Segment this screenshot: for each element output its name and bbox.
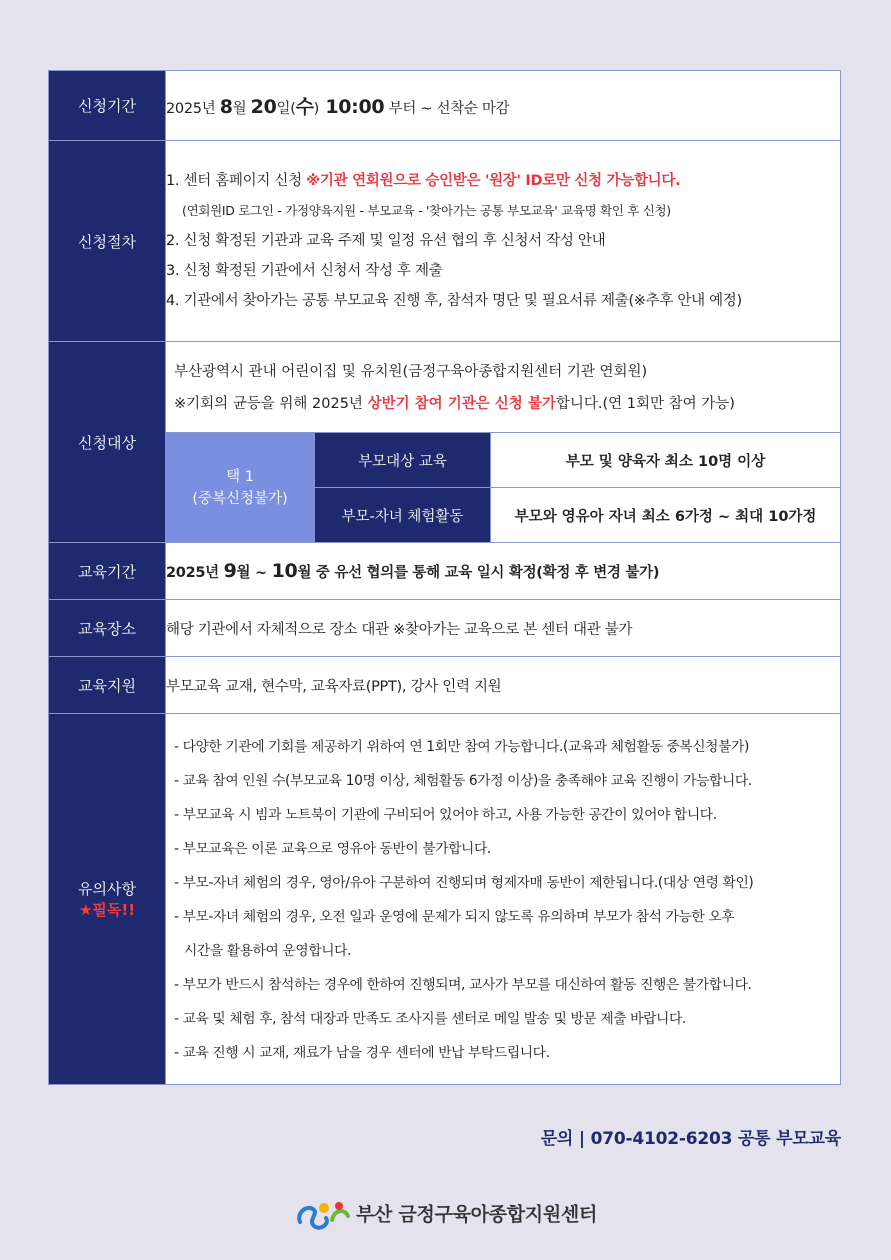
- note-item: - 교육 참여 인원 수(부모교육 10명 이상, 체험활동 6가정 이상)을 충족해야 교육 진행이 가능합니다.: [174, 773, 752, 789]
- target-restriction: 상반기 참여 기관은 신청 불가: [367, 396, 556, 412]
- header-education-support: 교육지원: [49, 657, 166, 714]
- must-read-badge: ★필독!!: [78, 901, 136, 919]
- note-item: - 교육 및 체험 후, 참석 대장과 만족도 조사지를 센터로 메일 발송 및 방문 제출 바랍니다.: [174, 1011, 686, 1027]
- info-table: [48, 70, 841, 1085]
- target-options-table: [166, 432, 840, 542]
- row-application-target: [49, 342, 841, 543]
- row-application-procedure: [49, 141, 841, 342]
- center-logo-icon: [294, 1198, 352, 1232]
- note-item: - 부모-자녀 체험의 경우, 오전 일과 운영에 문제가 되지 않도록 유의하며 부모가 참석 가능한 오후: [174, 909, 735, 925]
- note-item: - 교육 진행 시 교재, 재료가 남을 경우 센터에 반납 부탁드립니다.: [174, 1045, 550, 1061]
- option-desc-parent-child-activity: 부모와 영유아 자녀 최소 6가정 ~ 최대 10가정: [491, 488, 841, 543]
- header-education-place: 교육장소: [49, 600, 166, 657]
- note-item: - 부모교육은 이론 교육으로 영유아 동반이 불가합니다.: [174, 841, 491, 857]
- procedure-step-1: 1. 센터 홈페이지 신청 ※기관 연회원으로 승인받은 '원장' ID로만 신청 가능합니다.: [166, 173, 681, 189]
- header-application-period: 신청기간: [49, 71, 166, 141]
- target-line-2: ※기회의 균등을 위해 2025년 상반기 참여 기관은 신청 불가합니다.(연 1회만 참여 가능): [174, 396, 735, 412]
- note-item: - 다양한 기관에 기회를 제공하기 위하여 연 1회만 참여 가능합니다.(교육과 체험활동 중복신청불가): [174, 739, 749, 755]
- education-support-value: 부모교육 교재, 현수막, 교육자료(PPT), 강사 인력 지원: [166, 657, 841, 714]
- education-place-value: 해당 기관에서 자체적으로 장소 대관 ※찾아가는 교육으로 본 센터 대관 불가: [166, 600, 841, 657]
- procedure-step-1-path: (연회원ID 로그인 - 가정양육지원 - 부모교육 - '찾아가는 공통 부모교육' 교육명 확인 후 신청): [182, 203, 671, 218]
- note-item: - 부모가 반드시 참석하는 경우에 한하여 진행되며, 교사가 부모를 대신하여 활동 진행은 불가합니다.: [174, 977, 752, 993]
- row-application-period: [49, 71, 841, 141]
- inquiry-contact: 문의 | 070-4102-6203 공통 부모교육: [540, 1129, 841, 1149]
- header-notes: 유의사항 ★필독!!: [49, 714, 166, 1085]
- row-education-place: [49, 600, 841, 657]
- organization-name: 부산 금정구육아종합지원센터: [355, 1203, 598, 1226]
- application-target-cell: [166, 342, 841, 543]
- procedure-step-2: 2. 신청 확정된 기관과 교육 주제 및 일정 유선 협의 후 신청서 작성 안내: [166, 233, 606, 249]
- notes-list: [166, 714, 841, 1085]
- target-line-1: 부산광역시 관내 어린이집 및 유치원(금정구육아종합지원센터 기관 연회원): [174, 364, 648, 380]
- row-education-support: [49, 657, 841, 714]
- option-kind-parent-child-activity: 부모-자녀 체험활동: [315, 488, 491, 543]
- header-application-target: 신청대상: [49, 342, 166, 543]
- row-education-period: [49, 543, 841, 600]
- option-desc-parent-education: 부모 및 양육자 최소 10명 이상: [491, 433, 841, 488]
- procedure-step-1-warning: ※기관 연회원으로 승인받은 '원장' ID로만 신청 가능합니다.: [306, 173, 681, 189]
- procedure-step-4: 4. 기관에서 찾아가는 공통 부모교육 진행 후, 참석자 명단 및 필요서류 제출(※추후 안내 예정): [166, 293, 742, 309]
- header-application-procedure: 신청절차: [49, 141, 166, 342]
- row-notes: [49, 714, 841, 1085]
- choose-one-cell: 택 1 (중복신청불가): [166, 433, 315, 543]
- header-education-period: 교육기간: [49, 543, 166, 600]
- note-item: - 부모교육 시 빔과 노트북이 기관에 구비되어 있어야 하고, 사용 가능한 공간이 있어야 합니다.: [174, 807, 717, 823]
- note-item-continued: 시간을 활용하여 운영합니다.: [184, 943, 352, 959]
- footer-organization: [0, 1198, 891, 1232]
- education-period-value: 2025년 9월 ~ 10월 중 유선 협의를 통해 교육 일시 확정(확정 후 변경 불가): [166, 543, 841, 600]
- target-option-row: [166, 433, 840, 488]
- target-description: [166, 342, 840, 432]
- note-item: - 부모-자녀 체험의 경우, 영아/유아 구분하여 진행되며 형제자매 동반이 제한됩니다.(대상 연령 확인): [174, 875, 754, 891]
- procedure-step-3: 3. 신청 확정된 기관에서 신청서 작성 후 제출: [166, 263, 443, 279]
- application-procedure-steps: [166, 141, 841, 342]
- option-kind-parent-education: 부모대상 교육: [315, 433, 491, 488]
- application-period-value: 2025년 8월 20일(수) 10:00 부터 ~ 선착순 마감: [166, 71, 841, 141]
